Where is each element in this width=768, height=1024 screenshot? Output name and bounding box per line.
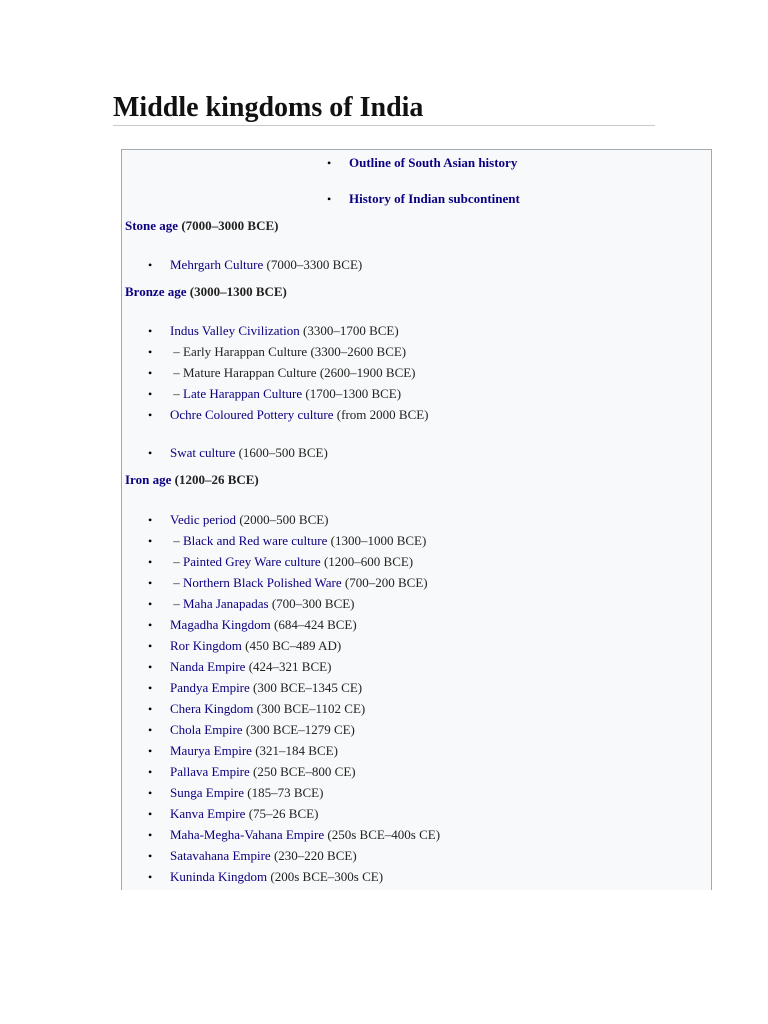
bullet-icon: • <box>148 702 153 716</box>
section-heading-iron-age <box>125 472 259 488</box>
link-sunga-empire[interactable]: Sunga Empire <box>170 785 245 800</box>
date-range: (185–73 BCE) <box>244 785 324 800</box>
list-item <box>148 554 413 570</box>
link-pallava-empire[interactable]: Pallava Empire <box>170 764 250 779</box>
bullet-icon: • <box>148 345 153 359</box>
date-range: (2600–1900 BCE) <box>316 365 416 380</box>
page-title: Middle kingdoms of India <box>113 92 424 123</box>
bullet-icon: • <box>148 765 153 779</box>
link-late-harappan-culture[interactable]: Late Harappan Culture <box>183 386 303 401</box>
link-ror-kingdom[interactable]: Ror Kingdom <box>170 638 242 653</box>
link-kuninda-kingdom[interactable]: Kuninda Kingdom <box>170 869 268 884</box>
link-iron-age[interactable]: Iron age <box>125 472 172 487</box>
section-range: (3000–1300 BCE) <box>186 284 287 299</box>
section-heading-stone-age <box>125 218 278 234</box>
list-item <box>327 191 520 207</box>
bullet-icon: • <box>148 849 153 863</box>
date-range: (230–220 BCE) <box>270 848 357 863</box>
list-item <box>148 323 399 339</box>
list-item <box>148 827 440 843</box>
list-item <box>148 722 355 738</box>
link-nanda-empire[interactable]: Nanda Empire <box>170 659 246 674</box>
list-item <box>148 344 406 360</box>
date-range: (from 2000 BCE) <box>333 407 429 422</box>
date-range: (3300–2600 BCE) <box>307 344 407 359</box>
list-item <box>148 680 362 696</box>
date-range: (250 BCE–800 CE) <box>249 764 356 779</box>
list-item <box>148 701 365 717</box>
date-range: (450 BC–489 AD) <box>241 638 342 653</box>
section-heading-bronze-age <box>125 284 287 300</box>
date-range: (424–321 BCE) <box>245 659 332 674</box>
link-bronze-age[interactable]: Bronze age <box>125 284 187 299</box>
bullet-icon: • <box>148 618 153 632</box>
bullet-icon: • <box>148 807 153 821</box>
bullet-icon: • <box>148 366 153 380</box>
link-painted-grey-ware-culture[interactable]: Painted Grey Ware culture <box>183 554 321 569</box>
item-label: – Early Harappan Culture <box>170 344 308 359</box>
list-item <box>148 659 331 675</box>
link-maha-janapadas[interactable]: Maha Janapadas <box>183 596 269 611</box>
item-prefix: – <box>170 533 183 548</box>
item-prefix: – <box>170 575 183 590</box>
date-range: (1600–500 BCE) <box>235 445 328 460</box>
bullet-icon: • <box>148 555 153 569</box>
link-kanva-empire[interactable]: Kanva Empire <box>170 806 246 821</box>
bullet-icon: • <box>148 534 153 548</box>
page-cutoff <box>0 890 768 1024</box>
date-range: (321–184 BCE) <box>251 743 338 758</box>
link-chola-empire[interactable]: Chola Empire <box>170 722 243 737</box>
date-range: (700–300 BCE) <box>268 596 355 611</box>
date-range: (300 BCE–1102 CE) <box>253 701 366 716</box>
link-history-indian-subcontinent[interactable]: History of Indian subcontinent <box>349 191 520 206</box>
list-item <box>148 785 323 801</box>
list-item <box>148 257 362 273</box>
list-item <box>327 155 517 171</box>
date-range: (1700–1300 BCE) <box>302 386 402 401</box>
bullet-icon: • <box>148 446 153 460</box>
item-label: – Mature Harappan Culture <box>170 365 317 380</box>
bullet-icon: • <box>148 513 153 527</box>
bullet-icon: • <box>148 597 153 611</box>
link-ochre-coloured-pottery-culture[interactable]: Ochre Coloured Pottery culture <box>170 407 334 422</box>
list-item <box>148 386 401 402</box>
date-range: (1200–600 BCE) <box>320 554 414 569</box>
link-magadha-kingdom[interactable]: Magadha Kingdom <box>170 617 271 632</box>
list-item <box>148 869 383 885</box>
navbox-content <box>122 150 711 998</box>
link-satavahana-empire[interactable]: Satavahana Empire <box>170 848 271 863</box>
list-item <box>148 638 341 654</box>
item-prefix: – <box>170 596 183 611</box>
date-range: (7000–3300 BCE) <box>263 257 363 272</box>
link-pandya-empire[interactable]: Pandya Empire <box>170 680 250 695</box>
date-range: (684–424 BCE) <box>270 617 357 632</box>
history-navbox <box>121 149 712 999</box>
list-item <box>148 743 338 759</box>
title-divider <box>113 125 655 126</box>
link-black-and-red-ware-culture[interactable]: Black and Red ware culture <box>183 533 328 548</box>
date-range: (200s BCE–300s CE) <box>267 869 384 884</box>
list-item <box>148 365 416 381</box>
link-maurya-empire[interactable]: Maurya Empire <box>170 743 252 758</box>
list-item <box>148 445 328 461</box>
link-stone-age[interactable]: Stone age <box>125 218 179 233</box>
item-prefix: – <box>170 554 183 569</box>
date-range: (250s BCE–400s CE) <box>324 827 441 842</box>
bullet-icon: • <box>148 870 153 884</box>
link-indus-valley-civilization[interactable]: Indus Valley Civilization <box>170 323 300 338</box>
bullet-icon: • <box>148 639 153 653</box>
list-item <box>148 596 355 612</box>
date-range: (300 BCE–1279 CE) <box>242 722 355 737</box>
list-item <box>148 617 357 633</box>
bullet-icon: • <box>148 681 153 695</box>
date-range: (300 BCE–1345 CE) <box>249 680 363 695</box>
list-item <box>148 512 329 528</box>
bullet-icon: • <box>148 744 153 758</box>
bullet-icon: • <box>148 258 153 272</box>
date-range: (75–26 BCE) <box>245 806 319 821</box>
bullet-icon: • <box>148 324 153 338</box>
bullet-icon: • <box>327 192 332 206</box>
bullet-icon: • <box>148 576 153 590</box>
item-prefix: – <box>170 386 183 401</box>
bullet-icon: • <box>148 828 153 842</box>
list-item <box>148 764 356 780</box>
date-range: (1300–1000 BCE) <box>327 533 427 548</box>
section-range: (1200–26 BCE) <box>171 472 259 487</box>
list-item <box>148 806 318 822</box>
list-item <box>148 407 429 423</box>
bullet-icon: • <box>148 660 153 674</box>
link-northern-black-polished-ware[interactable]: Northern Black Polished Ware <box>183 575 342 590</box>
link-outline-south-asian-history[interactable]: Outline of South Asian history <box>349 155 518 170</box>
bullet-icon: • <box>148 408 153 422</box>
link-mehrgarh-culture[interactable]: Mehrgarh Culture <box>170 257 264 272</box>
list-item <box>148 575 428 591</box>
bullet-icon: • <box>148 387 153 401</box>
section-range: (7000–3000 BCE) <box>178 218 279 233</box>
bullet-icon: • <box>148 723 153 737</box>
bullet-icon: • <box>327 156 332 170</box>
link-vedic-period[interactable]: Vedic period <box>170 512 237 527</box>
date-range: (2000–500 BCE) <box>236 512 329 527</box>
list-item <box>148 533 426 549</box>
date-range: (700–200 BCE) <box>341 575 428 590</box>
link-chera-kingdom[interactable]: Chera Kingdom <box>170 701 254 716</box>
bullet-icon: • <box>148 786 153 800</box>
link-maha-megha-vahana-empire[interactable]: Maha-Megha-Vahana Empire <box>170 827 325 842</box>
date-range: (3300–1700 BCE) <box>299 323 399 338</box>
link-swat-culture[interactable]: Swat culture <box>170 445 236 460</box>
list-item <box>148 848 357 864</box>
